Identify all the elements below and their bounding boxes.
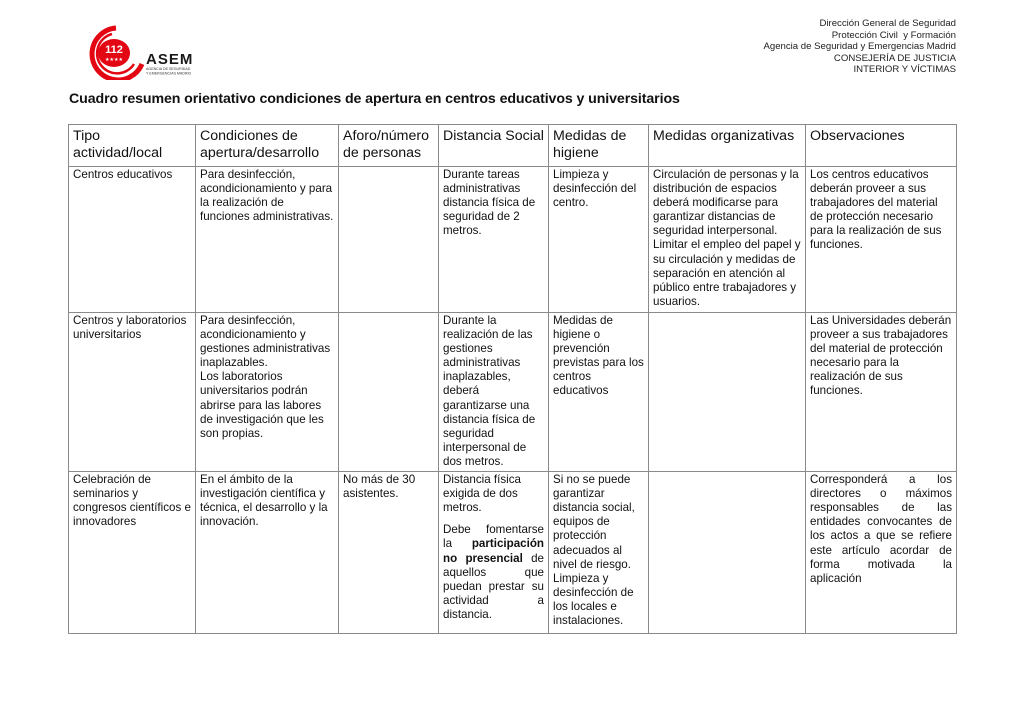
- cell-distancia: [439, 472, 549, 634]
- svg-text:★★★★: ★★★★: [105, 57, 123, 63]
- text-run: Debe fomentarse la: [443, 523, 544, 551]
- cell-tipo: Centros educativos: [69, 167, 196, 313]
- cell-higiene: Si no se puede garantizar distancia social, equipos de protección adecuados al nivel de riesgo. Limpieza y desinfección de los locales e instalaciones.: [549, 472, 649, 634]
- text-run: de aquellos que puedan prestar su actividad a distancia.: [443, 551, 544, 621]
- agency-letterhead: [763, 18, 956, 76]
- column-header-higiene: Medidas de higiene: [549, 125, 649, 167]
- cell-distancia: Durante la realización de las gestiones administrativas inaplazables, deberá garantizarse una distancia física de seguridad interpersonal de dos metros.: [439, 313, 549, 472]
- cell-observaciones: Los centros educativos deberán proveer a sus trabajadores del material de protección necesario para la realización de sus funciones.: [806, 167, 957, 313]
- column-header-tipo: Tipo actividad/local: [69, 125, 196, 167]
- cell-observaciones: Corresponderá a los directores o máximos responsables de las entidades convocantes de los actos a que se refiere este artículo acordar de forma motivada la aplicación: [806, 472, 957, 634]
- asem-logo: [82, 24, 212, 80]
- cell-tipo: Centros y laboratorios universitarios: [69, 313, 196, 472]
- table-row: [69, 313, 957, 472]
- table-row: [69, 167, 957, 313]
- paragraph-spacer: [443, 515, 544, 523]
- cell-paragraph: Para desinfección, acondicionamiento y gestiones administrativas inaplazables.: [200, 314, 331, 370]
- summary-table: [68, 124, 957, 634]
- svg-text:AGENCIA DE SEGURIDAD: AGENCIA DE SEGURIDAD: [146, 67, 191, 71]
- svg-text:ASEM: ASEM: [146, 51, 194, 68]
- cell-organizativas: [649, 472, 806, 634]
- svg-text:112: 112: [105, 44, 123, 56]
- cell-higiene: Limpieza y desinfección del centro.: [549, 167, 649, 313]
- table-row: [69, 472, 957, 634]
- cell-condiciones: Para desinfección, acondicionamiento y para la realización de funciones administrativas.: [196, 167, 339, 313]
- cell-condiciones: En el ámbito de la investigación científica y técnica, el desarrollo y la innovación.: [196, 472, 339, 634]
- cell-paragraph: Distancia física exigida de dos metros.: [443, 473, 521, 515]
- cell-observaciones: Las Universidades deberán proveer a sus trabajadores del material de protección necesario para la realización de sus funciones.: [806, 313, 957, 472]
- column-header-organizativas: Medidas organizativas: [649, 125, 806, 167]
- agency-line: INTERIOR Y VÍCTIMAS: [853, 64, 956, 76]
- column-header-observaciones: Observaciones: [806, 125, 957, 167]
- column-header-distancia: Distancia Social: [439, 125, 549, 167]
- cell-condiciones: [196, 313, 339, 472]
- document-title: Cuadro resumen orientativo condiciones de apertura en centros educativos y universitarios: [69, 91, 680, 107]
- agency-line: CONSEJERÍA DE JUSTICIA: [833, 52, 956, 64]
- cell-aforo: [339, 313, 439, 472]
- agency-line: Protección Civil y Formación: [831, 29, 956, 41]
- cell-higiene: Medidas de higiene o prevención previstas para los centros educativos: [549, 313, 649, 472]
- cell-organizativas: Circulación de personas y la distribución de espacios deberá modificarse para garantizar distancias de seguridad interpersonal. Limitar el empleo del papel y su circulación y medidas de separación en atención al público entre trabajadores y usuarios.: [649, 167, 806, 313]
- cell-paragraph: [443, 523, 544, 622]
- cell-tipo: Celebración de seminarios y congresos científicos e innovadores: [69, 472, 196, 634]
- cell-aforo: [339, 167, 439, 313]
- agency-line: Dirección General de Seguridad: [819, 18, 956, 29]
- column-header-condiciones: Condiciones de apertura/desarrollo: [196, 125, 339, 167]
- cell-aforo: No más de 30 asistentes.: [339, 472, 439, 634]
- agency-line: Agencia de Seguridad y Emergencias Madrid: [763, 41, 956, 53]
- cell-distancia: Durante tareas administrativas distancia física de seguridad de 2 metros.: [439, 167, 549, 313]
- svg-text:Y EMERGENCIAS MADRID: Y EMERGENCIAS MADRID: [146, 71, 192, 76]
- cell-organizativas: [649, 313, 806, 472]
- table-header-row: [69, 125, 957, 167]
- asem-emblem-icon: [82, 24, 212, 80]
- column-header-aforo: Aforo/número de personas: [339, 125, 439, 167]
- cell-paragraph: Los laboratorios universitarios podrán abrirse para las labores de investigación que les son propias.: [200, 370, 324, 440]
- bold-text-run: participación no presencial: [443, 537, 544, 565]
